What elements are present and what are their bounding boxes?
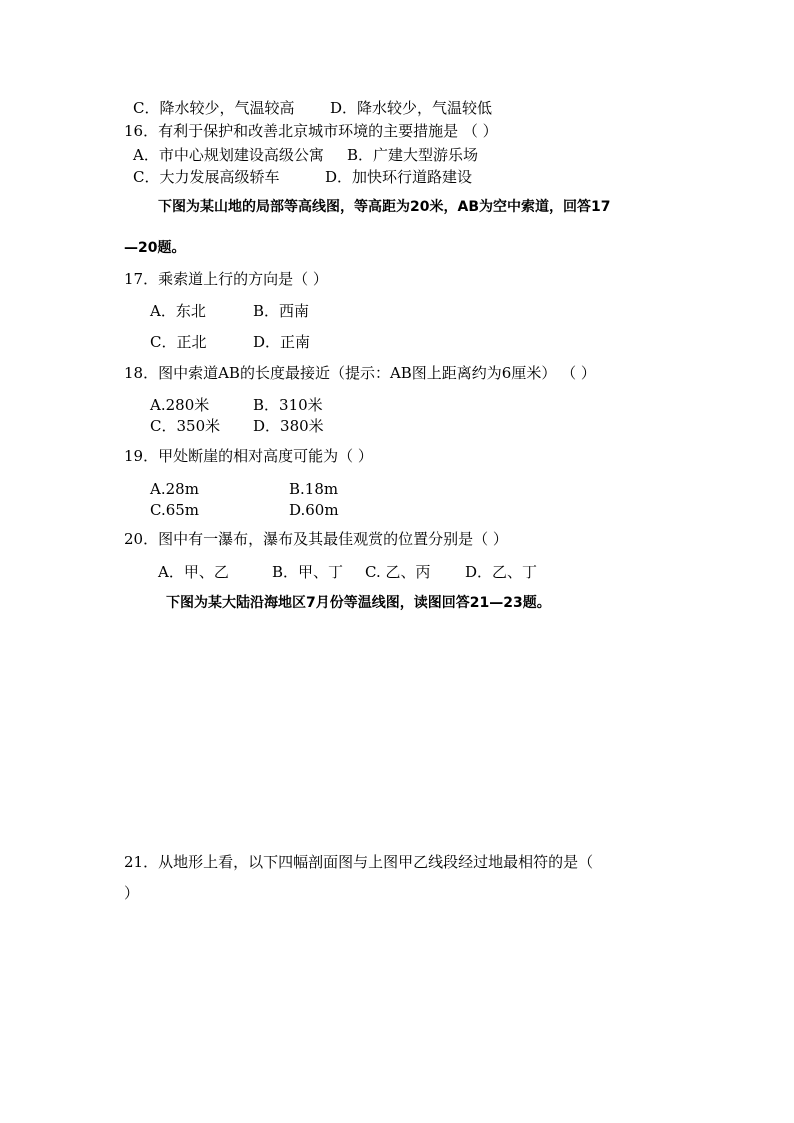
intro-17-20-line2: —20题。 [124,240,186,256]
q17-option-a: A．东北 [150,302,206,320]
q17-question: 17．乘索道上行的方向是（ ） [124,270,328,288]
q20-option-d: D．乙、丁 [465,563,538,581]
q16-question: 16．有利于保护和改善北京城市环境的主要措施是 （ ） [124,122,498,140]
q20-question: 20．图中有一瀑布，瀑布及其最佳观赏的位置分别是（ ） [124,530,508,548]
q21-question-line2: ） [124,884,140,902]
q16-option-a: A．市中心规划建设高级公寓 [133,146,324,164]
q20-option-a: A．甲、乙 [158,563,229,581]
q19-option-a: A.28m [150,480,199,498]
intro-21-23-line1: 下图为某大陆沿海地区7月份等温线图，读图回答21—23题。 [166,595,551,611]
q20-option-c: C. 乙、丙 [365,563,431,581]
q15-option-c: C．降水较少，气温较高 [133,99,295,117]
q18-option-d: D．380米 [253,417,324,435]
q18-option-b: B．310米 [253,396,323,414]
q20-option-b: B．甲、丁 [272,563,344,581]
intro-17-20-line1: 下图为某山地的局部等高线图，等高距为20米，AB为空中索道，回答17 [158,199,611,215]
q18-option-a: A.280米 [150,396,210,414]
q18-question: 18．图中索道AB的长度最接近（提示：AB图上距离约为6厘米） （ ） [124,364,596,382]
q17-option-b: B．西南 [253,302,310,320]
q19-question: 19．甲处断崖的相对高度可能为（ ） [124,447,373,465]
q16-option-b: B．广建大型游乐场 [347,146,479,164]
q18-option-c: C．350米 [150,417,221,435]
q21-question-line1: 21．从地形上看，以下四幅剖面图与上图甲乙线段经过地最相符的是（ [124,853,594,871]
q19-option-c: C.65m [150,501,200,519]
q15-option-d: D．降水较少，气温较低 [330,99,493,117]
q16-option-c: C．大力发展高级轿车 [133,168,280,186]
q19-option-b: B.18m [289,480,339,498]
q16-option-d: D．加快环行道路建设 [325,168,473,186]
q19-option-d: D.60m [289,501,339,519]
q17-option-c: C．正北 [150,333,207,351]
q17-option-d: D．正南 [253,333,311,351]
